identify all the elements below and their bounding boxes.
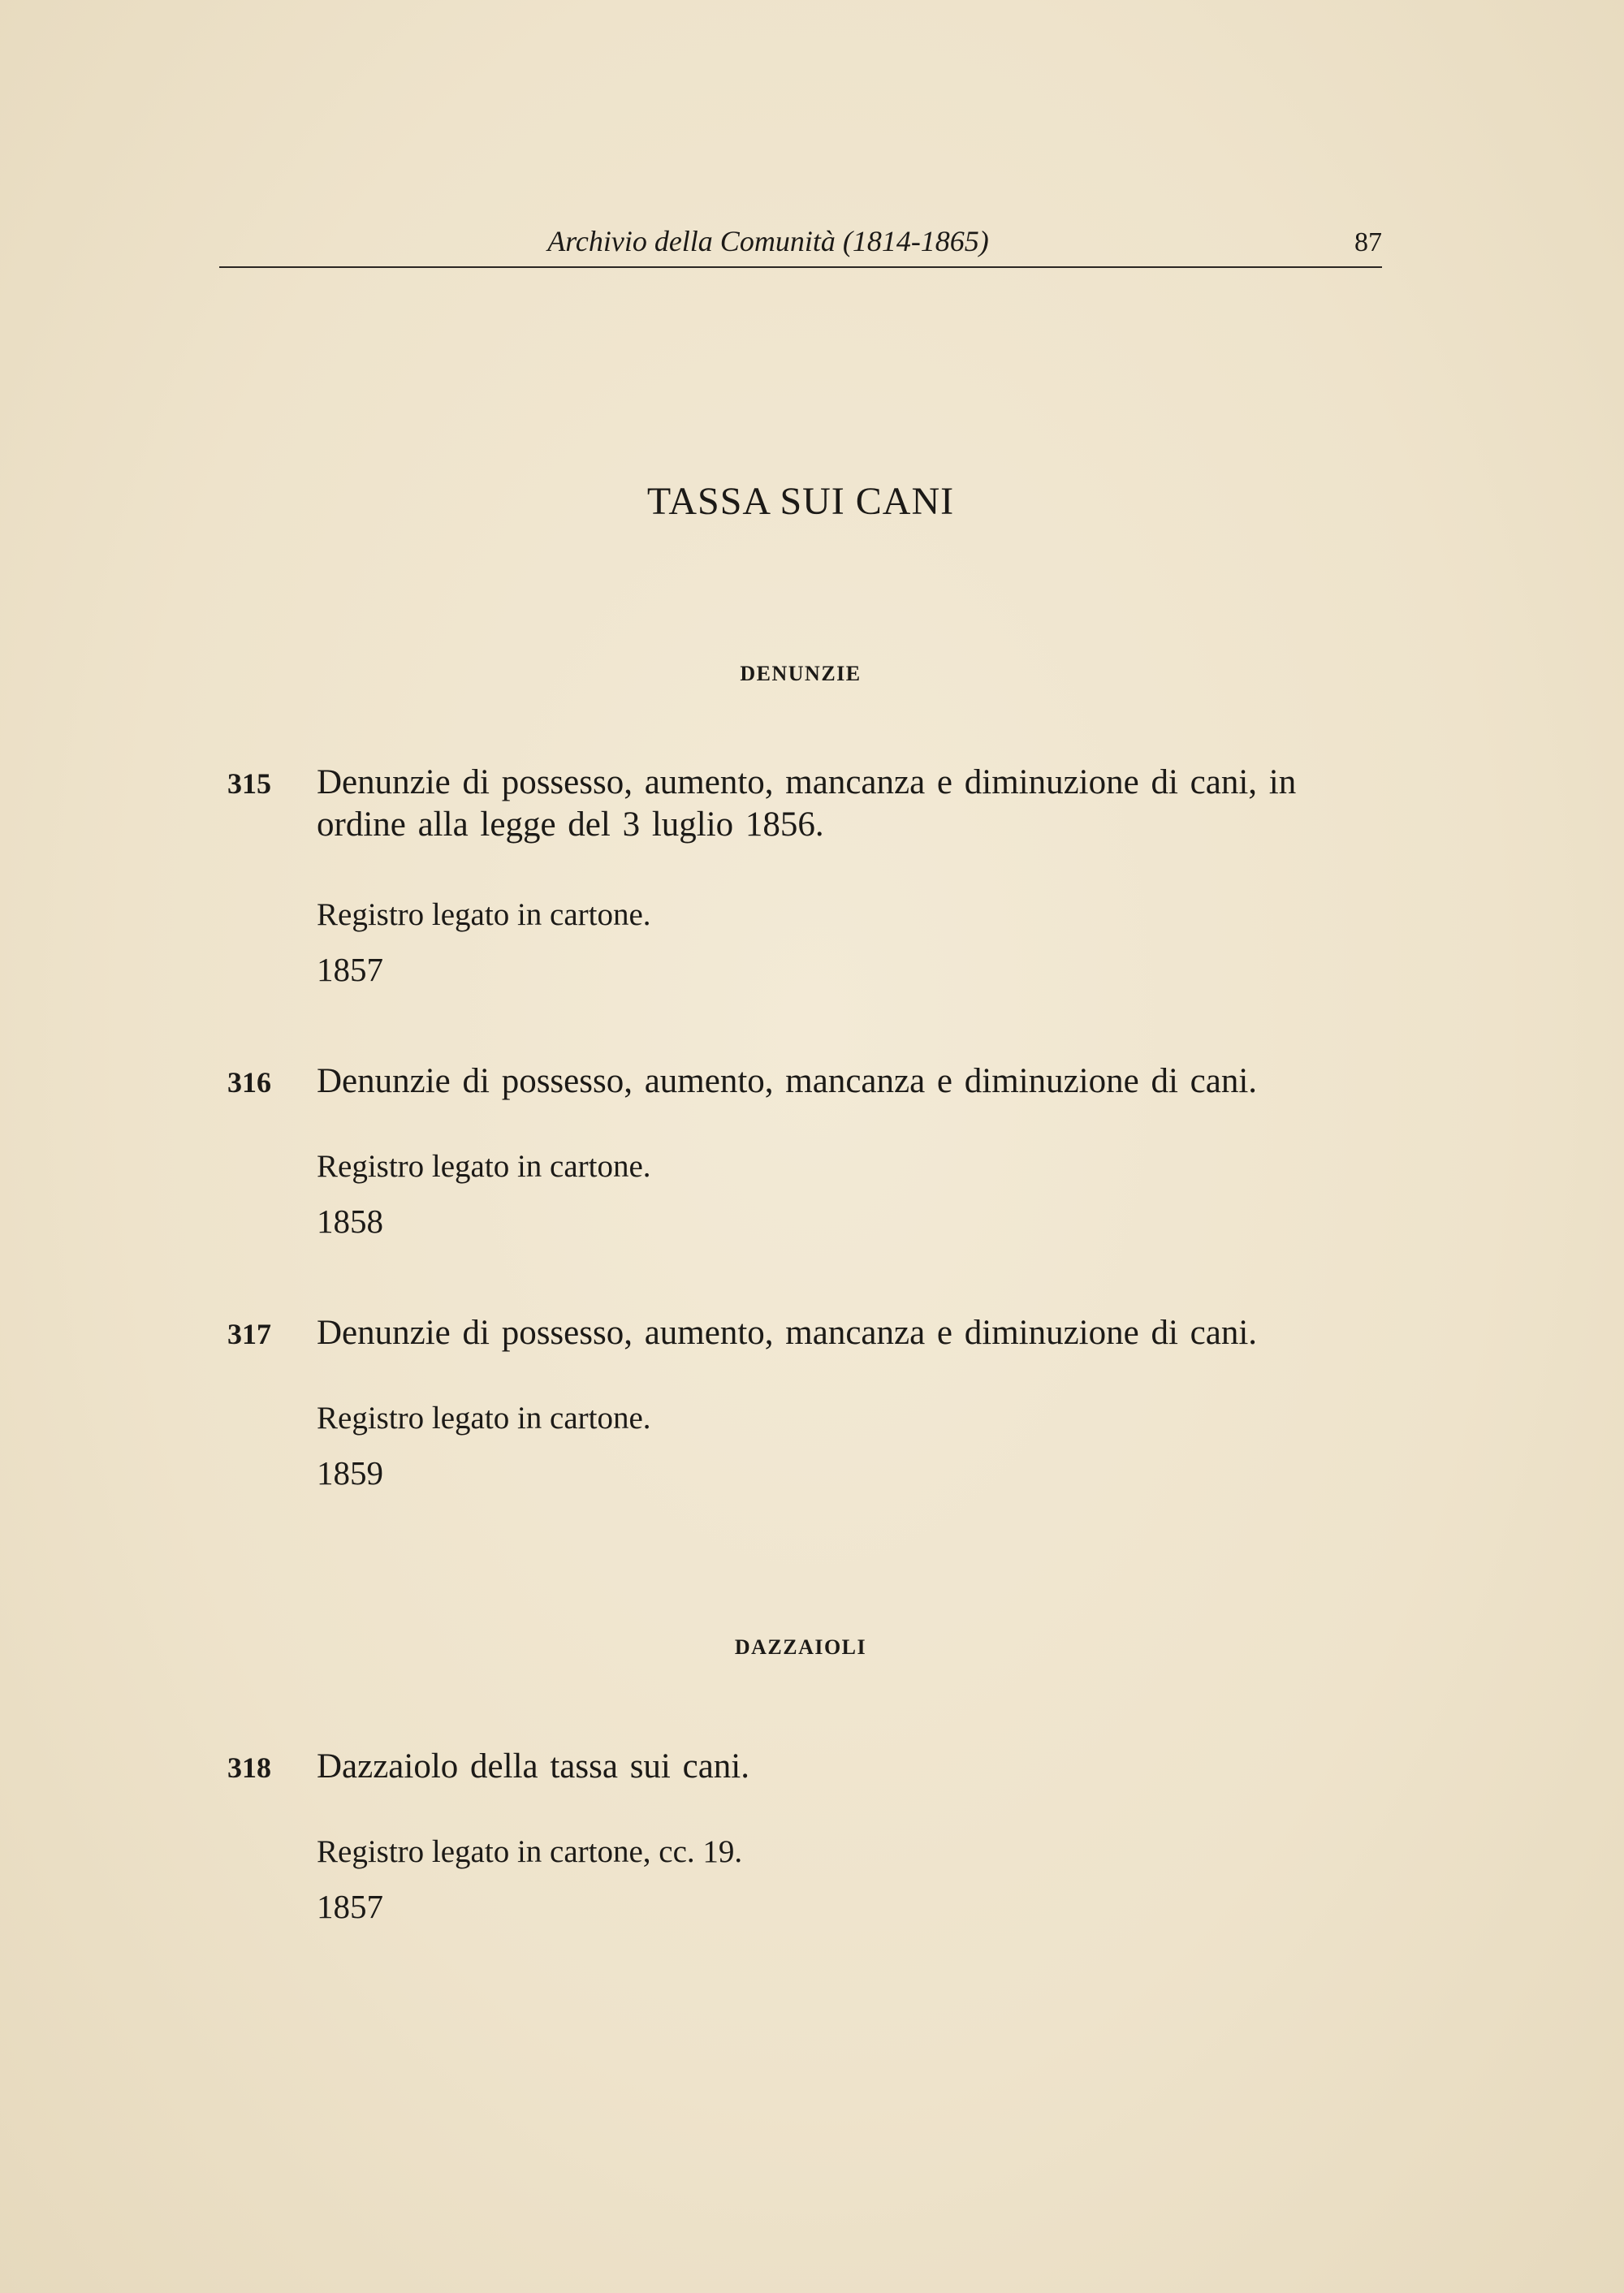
entry-year: 1857: [317, 951, 383, 988]
entry-number: 316: [227, 1066, 271, 1099]
section-title: TASSA SUI CANI: [646, 480, 955, 523]
entry-title: Dazzaiolo della tassa sui cani.: [317, 1747, 749, 1786]
entry-316: [227, 1060, 1397, 1247]
entry-317: [227, 1312, 1397, 1499]
entry-315: [227, 762, 1397, 989]
entry-description: Registro legato in cartone, cc. 19.: [317, 1834, 743, 1869]
entry-description: Registro legato in cartone.: [317, 897, 651, 932]
entry-title: Denunzie di possesso, aumento, mancanza e diminuzione di cani.: [317, 1314, 1258, 1352]
entry-description: Registro legato in cartone.: [317, 1149, 651, 1184]
page-number: 87: [1354, 227, 1382, 257]
entry-title: Denunzie di possesso, aumento, mancanza e diminuzione di cani.: [317, 1062, 1258, 1100]
entry-year: 1858: [317, 1203, 383, 1240]
entry-title: Denunzie di possesso, aumento, mancanza e diminuzione di cani, in ordine alla legge del 3 luglio 1856.: [317, 763, 1297, 844]
entry-year: 1859: [317, 1454, 383, 1492]
entry-number: 317: [227, 1318, 271, 1350]
entry-318: [227, 1746, 1397, 1941]
entry-description: Registro legato in cartone.: [317, 1401, 651, 1436]
subsection-heading-denunzie: DENUNZIE: [740, 662, 862, 685]
entry-number: 318: [227, 1751, 271, 1784]
entry-year: 1857: [317, 1888, 383, 1925]
subsection-heading-dazzaioli: DAZZAIOLI: [734, 1635, 867, 1659]
running-header: [219, 218, 1382, 268]
entry-number: 315: [227, 767, 271, 800]
running-title: Archivio della Comunità (1814-1865): [547, 225, 989, 257]
